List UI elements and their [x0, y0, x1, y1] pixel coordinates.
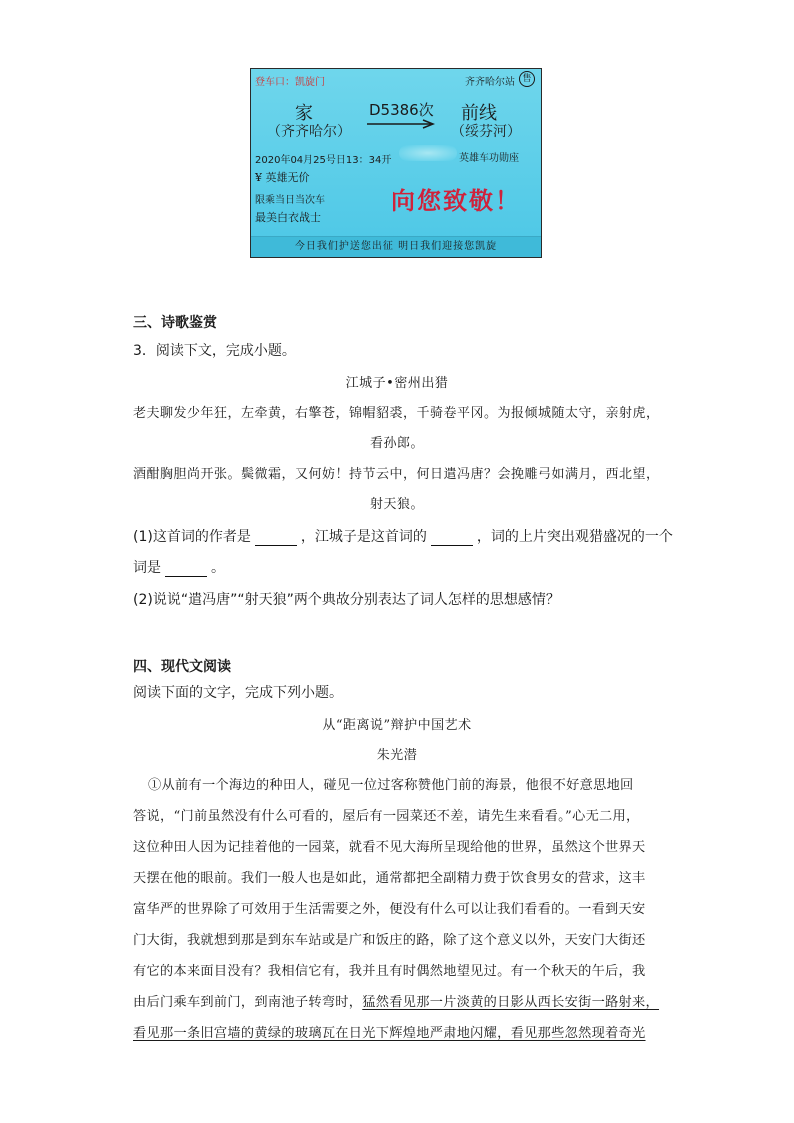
poem-line: 酒酣胸胆尚开张。鬓微霜，又何妨！持节云中，何日遣冯唐？会挽雕弓如满月，西北望，	[133, 467, 660, 482]
train-ticket-image	[250, 68, 542, 258]
ticket-slogan: 向您致敬！	[391, 186, 521, 215]
article-line: 富华严的世界除了可效用于生活需要之外，便没有什么可以让我们看看的。一看到天安	[133, 902, 646, 917]
answer-blank-word[interactable]	[165, 562, 207, 577]
article-author: 朱光潜	[376, 748, 418, 763]
question-1-text: 词是	[133, 560, 161, 576]
section4-instruction: 阅读下面的文字，完成下列小题。	[133, 685, 343, 701]
ticket-date: 2020年04月25号日13：34开	[255, 155, 392, 166]
section3-instruction: 3．阅读下文，完成小题。	[133, 343, 296, 359]
ticket-from: 家	[295, 103, 313, 124]
article-line: 这位种田人因为记挂着他的一园菜，就看不见大海所呈现给他的世界，虽然这个世界天	[133, 840, 646, 855]
ticket-station: 齐齐哈尔站	[465, 77, 515, 88]
question-1-text: ，词的上片突出观猎盛况的一个	[476, 529, 673, 545]
question-1-text: ，江城子是这首词的	[300, 529, 427, 545]
ticket-seal-icon: 售	[519, 71, 535, 87]
ticket-from-sub: （齐齐哈尔）	[267, 124, 351, 140]
article-line: 答说，“门前虽然没有什么可看的，屋后有一园菜还不差，请先生来看看。”心无二用，	[133, 809, 640, 824]
poem-line: 射天狼。	[369, 497, 424, 512]
article-line	[133, 991, 659, 1010]
ticket-gate: 登车口：凯旋门	[255, 77, 325, 88]
ticket-limit: 限乘当日当次车	[255, 195, 325, 206]
ticket-to-sub: （绥芬河）	[451, 124, 521, 140]
article-line: 门大街，我就想到那是到东车站或是广和饭庄的路，除了这个意义以外，天安门大街还	[133, 933, 646, 948]
ticket-price: ¥ 英雄无价	[255, 171, 310, 184]
article-line: 天摆在他的眼前。我们一般人也是如此，通常都把全副精力费于饮食男女的营求，这丰	[133, 871, 646, 886]
answer-blank-author[interactable]	[255, 531, 297, 546]
answer-blank-genre[interactable]	[431, 531, 473, 546]
ticket-train-number: D5386次	[369, 101, 434, 119]
section3-heading: 三、诗歌鉴赏	[133, 315, 217, 331]
poem-line: 老夫聊发少年狂，左牵黄，右擎苍，锦帽貂裘，千骑卷平冈。为报倾城随太守，亲射虎，	[133, 406, 660, 421]
ticket-footer: 今日我们护送您出征 明日我们迎接您凯旋	[251, 236, 541, 257]
question-1-text: 。	[211, 560, 225, 576]
question-1	[133, 526, 673, 546]
section4-heading: 四、现代文阅读	[133, 659, 231, 675]
ticket-to: 前线	[461, 103, 497, 124]
article-title: 从“距离说”辩护中国艺术	[322, 718, 472, 733]
article-line: 有它的本来面目没有？我相信它有，我并且有时偶然地望见过。有一个秋天的午后，我	[133, 964, 646, 979]
article-text: 由后门乘车到前门，到南池子转弯时，	[133, 995, 363, 1010]
underlined-line: 看见那一条旧宫墙的黄绿的玻璃瓦在日光下辉煌地严肃地闪耀，看见那些忽然现着奇光	[133, 1026, 646, 1041]
question-1-text: (1)这首词的作者是	[133, 529, 251, 545]
ticket-arrow-icon	[367, 119, 437, 129]
underlined-text: 猛然看见那一片淡黄的日影从西长安街一路射来，	[362, 995, 660, 1010]
ticket-seat: 英雄车功勋座	[459, 153, 519, 164]
question-1-cont	[133, 557, 225, 577]
poem-title: 江城子•密州出猎	[345, 376, 449, 391]
ticket-warrior: 最美白衣战士	[255, 211, 321, 224]
poem-line: 看孙郎。	[369, 436, 424, 451]
ticket-blurred-mark	[399, 145, 457, 161]
question-2: (2)说说“遣冯唐”“射天狼”两个典故分别表达了词人怎样的思想感情？	[133, 592, 560, 608]
article-line: ①从前有一个海边的种田人，碰见一位过客称赞他门前的海景，他很不好意思地回	[148, 778, 634, 793]
